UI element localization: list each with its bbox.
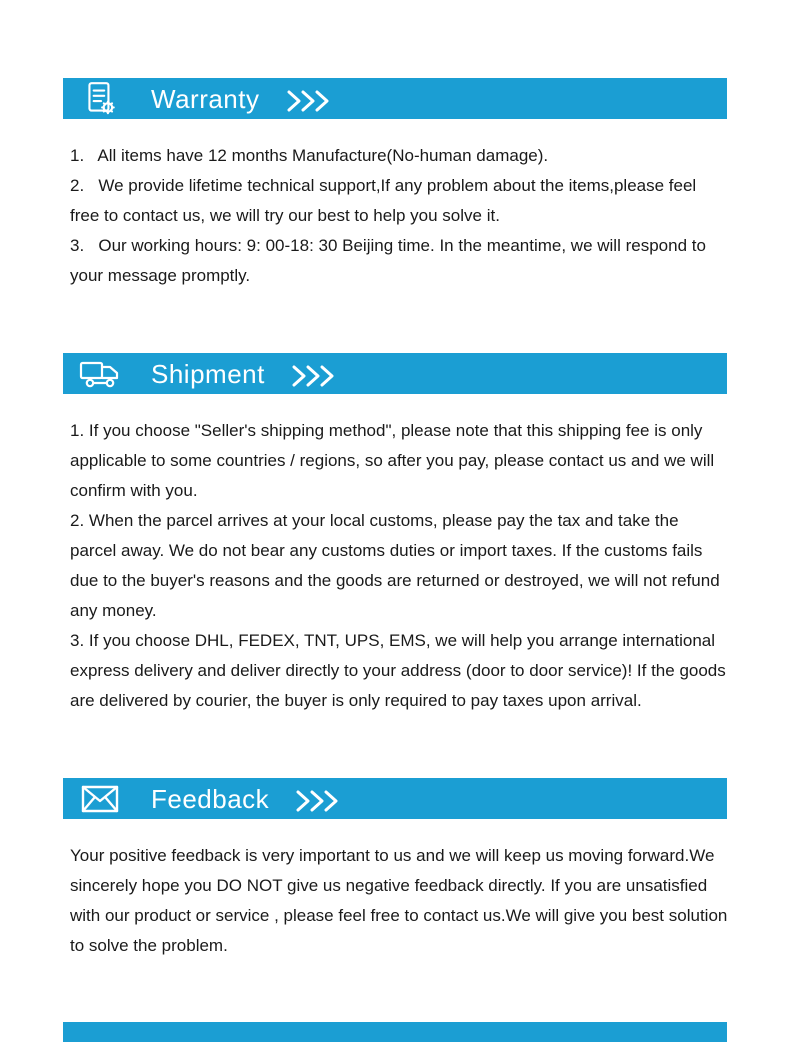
section-feedback — [0, 778, 790, 961]
shipment-paragraph-3: 3. If you choose DHL, FEDEX, TNT, UPS, EMS, we will help you arrange international express delivery and deliver directly to your address (door to door service)! If the goods are delivered by courier, the buyer is only required to pay taxes upon arrival. — [70, 631, 731, 710]
feedback-paragraph-1: Your positive feedback is very important to us and we will keep us moving forward.We sincerely hope you DO NOT give us negative feedback directly. If you are unsatisfied with our product or service , please feel free to contact us.We will give you best solution to solve the problem. — [70, 846, 733, 955]
document-gear-icon — [77, 80, 123, 118]
warranty-body — [70, 141, 728, 291]
section-warranty — [0, 78, 790, 291]
feedback-body — [70, 841, 733, 961]
partial-next-section-bar — [63, 1022, 727, 1042]
shipment-paragraph-2: 2. When the parcel arrives at your local customs, please pay the tax and take the parcel away. We do not bear any customs duties or import taxes. If the customs fails due to the buyer's reasons and the goods are returned or destroyed, we will not refund any money. — [70, 511, 725, 620]
triple-chevron-icon — [295, 785, 341, 813]
shipment-title: Shipment — [151, 358, 265, 389]
feedback-header-bar — [63, 778, 727, 819]
envelope-icon — [77, 780, 123, 818]
triple-chevron-icon — [291, 360, 337, 388]
shipment-body — [70, 416, 731, 716]
warranty-paragraph-1: 1. All items have 12 months Manufacture(No-human damage). — [70, 146, 549, 165]
top-spacer — [0, 0, 790, 78]
warranty-paragraph-2: 2. We provide lifetime technical support,If any problem about the items,please feel free to contact us, we will try our best to help you solve it. — [70, 176, 701, 225]
section-shipment — [0, 353, 790, 716]
shipment-header-bar — [63, 353, 727, 394]
warranty-header-bar — [63, 78, 727, 119]
shipment-paragraph-1: 1. If you choose "Seller's shipping method", please note that this shipping fee is only applicable to some countries / regions, so after you pay, please contact us and we will confirm with you. — [70, 421, 719, 500]
triple-chevron-icon — [286, 85, 332, 113]
warranty-title: Warranty — [151, 83, 260, 114]
delivery-truck-icon — [77, 355, 123, 393]
feedback-title: Feedback — [151, 783, 270, 814]
warranty-paragraph-3: 3. Our working hours: 9: 00-18: 30 Beijing time. In the meantime, we will respond to your message promptly. — [70, 236, 711, 285]
